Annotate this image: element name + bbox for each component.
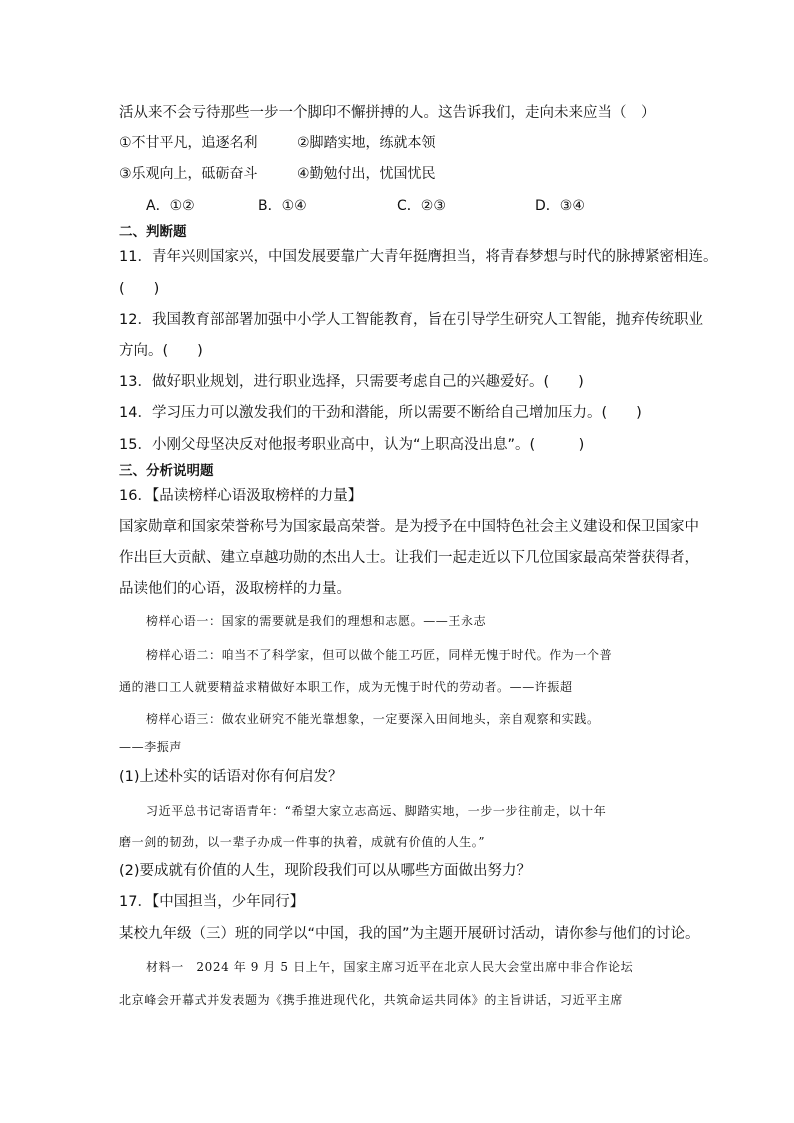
q17-title: 17．【中国担当，少年同行】: [119, 894, 305, 910]
q16-xi-quote-line2: 磨一剑的韧劲，以一辈子办成一件事的执着，成就有价值的人生。”: [119, 835, 486, 849]
q10-item-3: ③乐观向上，砥砺奋斗: [119, 166, 258, 182]
q16-intro-line1: 国家勋章和国家荣誉称号为国家最高荣誉。是为授予在中国特色社会主义建设和保卫国家中: [119, 519, 699, 535]
q10-item-4: ④勤勉付出，忧国忧民: [297, 166, 436, 182]
q17-intro: 某校九年级（三）班的同学以“中国，我的国”为主题开展研讨活动，请你参与他们的讨论。: [119, 926, 700, 942]
q16-intro-line2: 作出巨大贡献、建立卓越功勋的杰出人士。让我们一起走近以下几位国家最高荣誉获得者，: [119, 550, 699, 566]
q10-option-c: C．②③: [397, 198, 446, 214]
q16-intro-line3: 品读他们的心语，汲取榜样的力量。: [119, 581, 351, 597]
q14-text: 14．学习压力可以激发我们的干劲和潜能，所以需要不断给自己增加压力。( ): [119, 405, 642, 421]
q13-text: 13．做好职业规划，进行职业选择，只需要考虑自己的兴趣爱好。( ): [119, 374, 584, 390]
q10-item-1: ①不甘平凡，追逐名利: [119, 135, 258, 151]
q10-item-2: ②脚踏实地，练就本领: [297, 135, 436, 151]
q16-quote-2-line2: 通的港口工人就要精益求精做好本职工作，成为无愧于时代的劳动者。——许振超: [119, 680, 573, 694]
q12-text: 12．我国教育部部署加强中小学人工智能教育，旨在引导学生研究人工智能，抛弃传统职业: [119, 312, 703, 328]
q16-quote-3-line1: 榜样心语三：做农业研究不能光靠想象，一定要深入田间地头，亲自观察和实践。: [146, 712, 600, 726]
q11-answer-blank: ( ): [119, 281, 160, 297]
q16-title: 16．【品读榜样心语汲取榜样的力量】: [119, 488, 363, 504]
q10-option-b: B．①④: [258, 198, 307, 214]
q10-option-d: D．③④: [535, 198, 585, 214]
q17-material-1-line1: 材料一 2024 年 9 月 5 日上午，国家主席习近平在北京人民大会堂出席中非合作论坛: [146, 960, 634, 974]
q12-text-cont: 方向。( ): [119, 343, 203, 359]
q15-text: 15．小刚父母坚决反对他报考职业高中，认为“上职高没出息”。( ): [119, 437, 585, 453]
q16-quote-3-line2: ——李振声: [119, 740, 183, 754]
section-title-judgement: 二、判断题: [119, 224, 187, 240]
q16-quote-1: 榜样心语一：国家的需要就是我们的理想和志愿。——王永志: [146, 614, 487, 628]
q16-xi-quote-line1: 习近平总书记寄语青年：“希望大家立志高远、脚踏实地，一步一步往前走，以十年: [146, 804, 607, 818]
q16-sub-question-2: (2)要成就有价值的人生，现阶段我们可以从哪些方面做出努力？: [119, 863, 532, 879]
q11-text: 11．青年兴则国家兴，中国发展要靠广大青年挺膺担当，将青春梦想与时代的脉搏紧密相连。: [119, 249, 718, 265]
section-title-analysis: 三、分析说明题: [119, 463, 214, 479]
q16-quote-2-line1: 榜样心语二：咱当不了科学家，但可以做个能工巧匠，同样无愧于时代。作为一个普: [146, 648, 613, 662]
q10-option-a: A．①②: [146, 198, 195, 214]
q10-stem: 活从来不会亏待那些一步一个脚印不懈拼搏的人。这告诉我们，走向未来应当（ ）: [119, 105, 656, 121]
q17-material-1-line2: 北京峰会开幕式并发表题为《携手推进现代化，共筑命运共同体》的主旨讲话，习近平主席: [119, 993, 624, 1007]
q16-sub-question-1: (1)上述朴实的话语对你有何启发？: [119, 769, 343, 785]
